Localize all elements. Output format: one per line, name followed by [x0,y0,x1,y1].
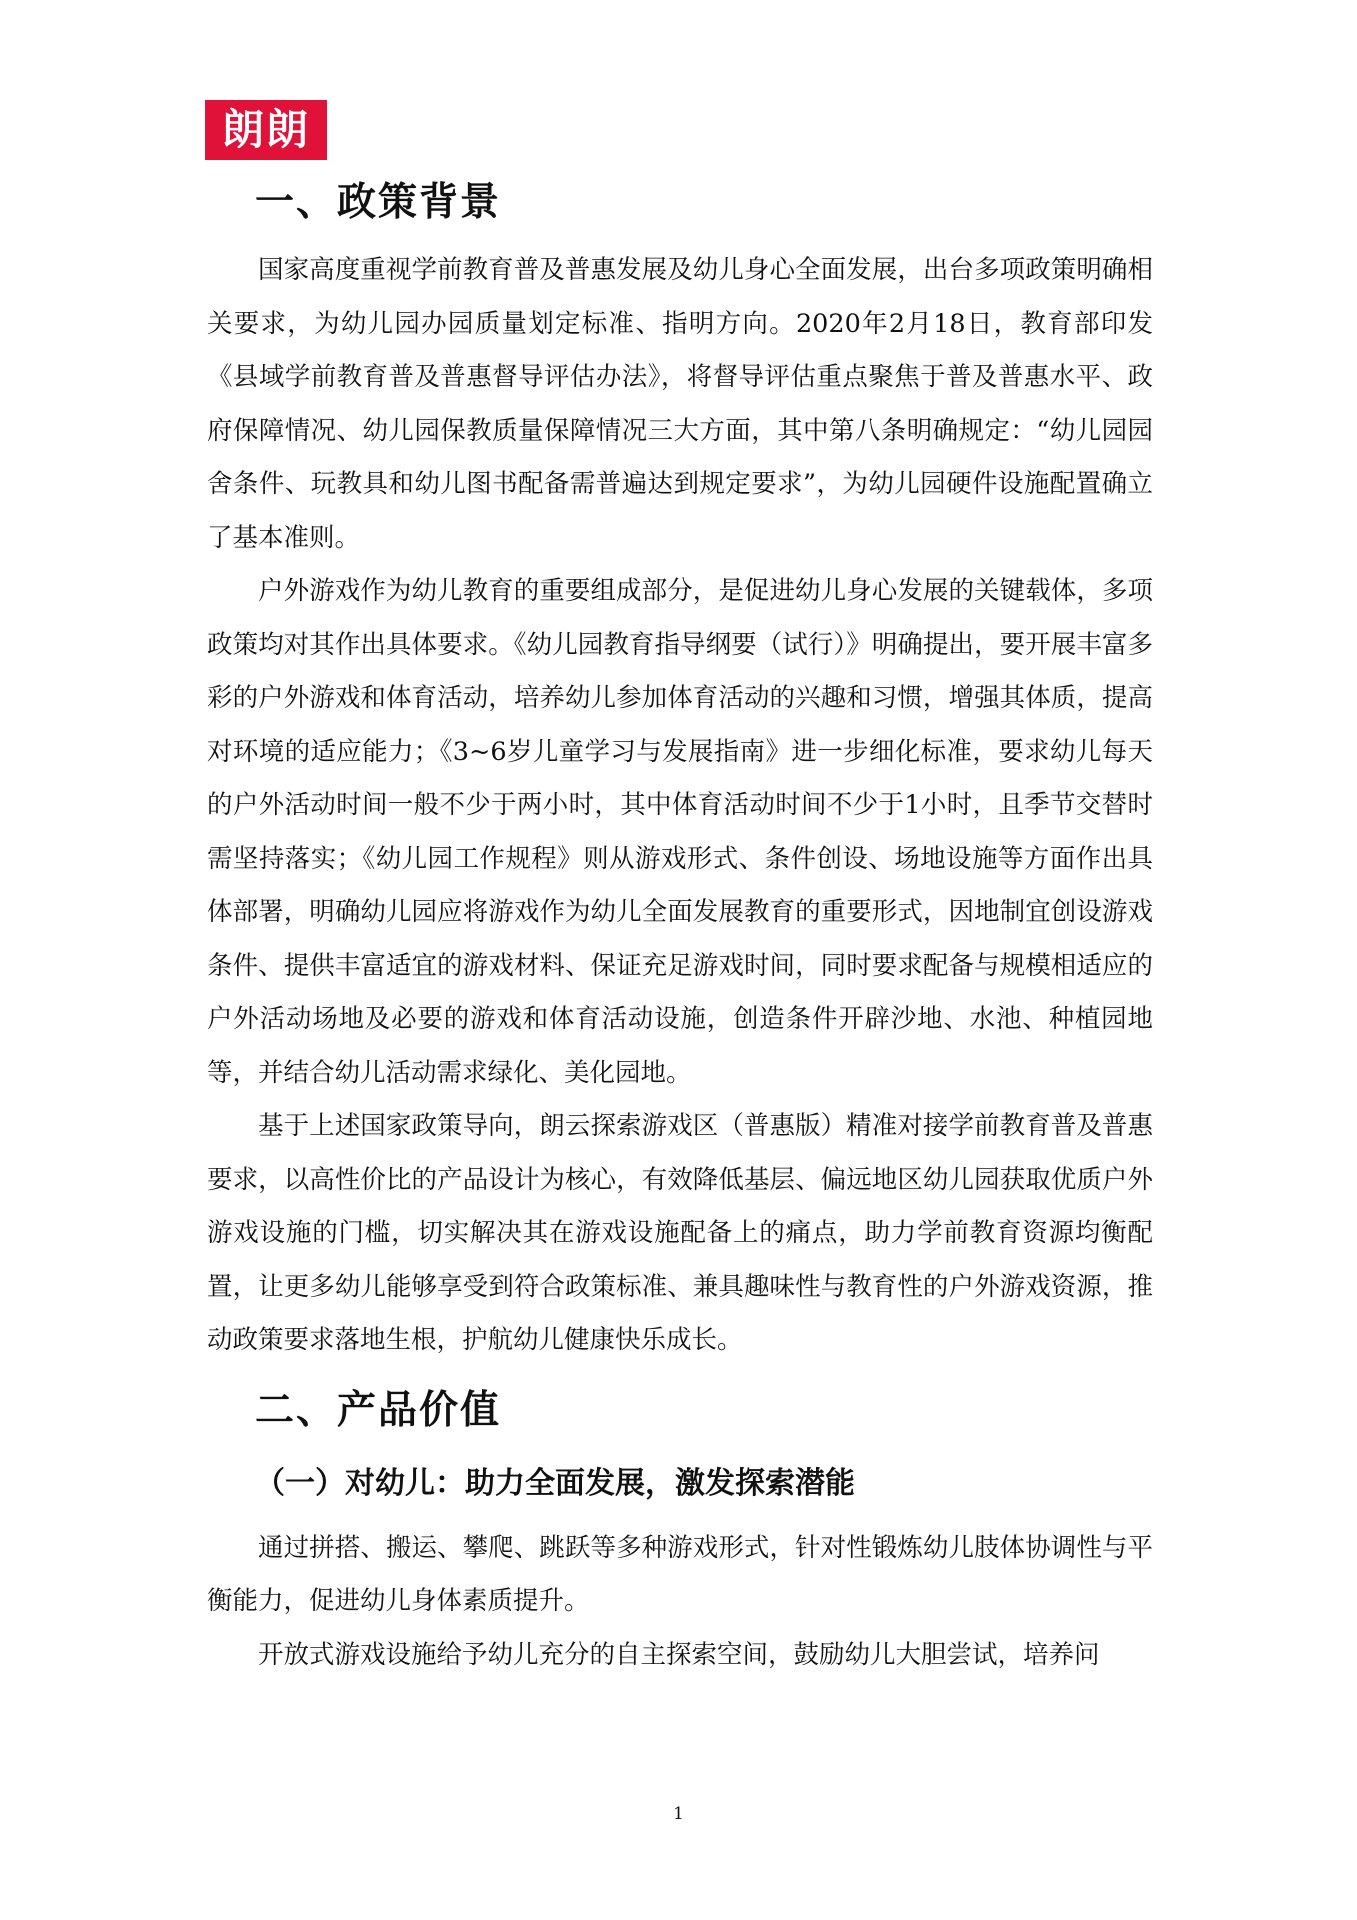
paragraph: 开放式游戏设施给予幼儿充分的自主探索空间，鼓励幼儿大胆尝试，培养问 [258,1639,1100,1670]
paragraph: 通过拼搭、搬运、攀爬、跳跃等多种游戏形式，针对性锻炼幼儿肢体协调性与平衡能力，促进幼儿身体素质提升。 [207,1532,1153,1616]
brand-logo: 朗朗 [205,100,327,160]
page-number: 1 [673,1804,684,1824]
document-body [207,168,1153,1682]
paragraph: 国家高度重视学前教育普及普惠发展及幼儿身心全面发展，出台多项政策明确相关要求，为幼儿园办园质量划定标准、指明方向。2020年2月18日，教育部印发《县域学前教育普及普惠督导评估办法》，将督导评估重点聚焦于普及普惠水平、政府保障情况、幼儿园保教质量保障情况三大方面，其中第八条明确规定：“幼儿园园舍条件、玩教具和幼儿图书配备需普遍达到规定要求”，为幼儿园硬件设施配置确立了基本准则。 [207,255,1153,553]
section-heading-product-value: 二、产品价值 [255,1387,502,1433]
subsection-heading-for-children: （一）对幼儿：助力全面发展，激发探索潜能 [255,1465,855,1501]
paragraph: 户外游戏作为幼儿教育的重要组成部分，是促进幼儿身心发展的关键载体，多项政策均对其作出具体要求。《幼儿园教育指导纲要（试行）》明确提出，要开展丰富多彩的户外游戏和体育活动，培养幼儿参加体育活动的兴趣和习惯，增强其体质，提高对环境的适应能力；《3~6岁儿童学习与发展指南》进一步细化标准，要求幼儿每天的户外活动时间一般不少于两小时，其中体育活动时间不少于1小时，且季节交替时需坚持落实；《幼儿园工作规程》则从游戏形式、条件创设、场地设施等方面作出具体部署，明确幼儿园应将游戏作为幼儿全面发展教育的重要形式，因地制宜创设游戏条件、提供丰富适宜的游戏材料、保证充足游戏时间，同时要求配备与规模相适应的户外活动场地及必要的游戏和体育活动设施，创造条件开辟沙地、水池、种植园地等，并结合幼儿活动需求绿化、美化园地。 [207,576,1153,1088]
paragraph: 基于上述国家政策导向，朗云探索游戏区（普惠版）精准对接学前教育普及普惠要求，以高性价比的产品设计为核心，有效降低基层、偏远地区幼儿园获取优质户外游戏设施的门槛，切实解决其在游戏设施配备上的痛点，助力学前教育资源均衡配置，让更多幼儿能够享受到符合政策标准、兼具趣味性与教育性的户外游戏资源，推动政策要求落地生根，护航幼儿健康快乐成长。 [207,1111,1153,1355]
section-heading-policy-background: 一、政策背景 [255,180,502,225]
